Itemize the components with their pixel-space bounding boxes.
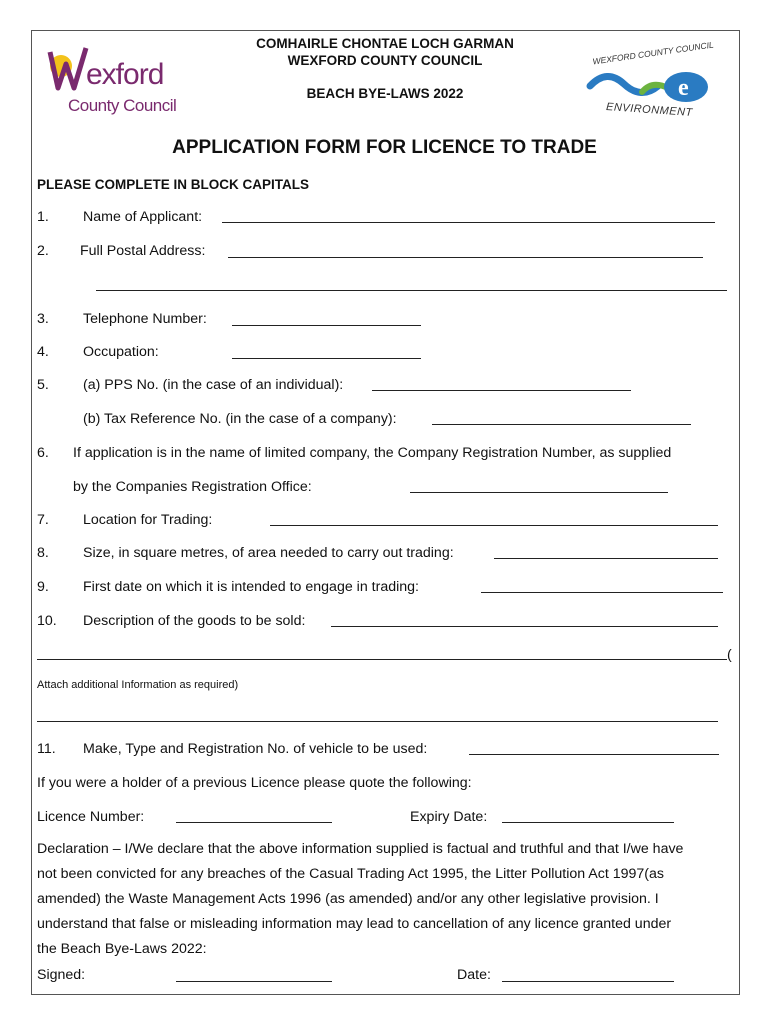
goods-description-label: Description of the goods to be sold: bbox=[83, 613, 306, 629]
goods-description-field[interactable] bbox=[331, 626, 718, 627]
postal-address-field-line2[interactable] bbox=[96, 290, 727, 291]
tax-reference-field[interactable] bbox=[432, 424, 691, 425]
logo-left-line1: exford bbox=[86, 58, 164, 91]
logo-right-top-text: WEXFORD COUNTY COUNCIL bbox=[591, 39, 715, 67]
tax-reference-label: (b) Tax Reference No. (in the case of a company): bbox=[83, 411, 397, 427]
declaration-line: the Beach Bye-Laws 2022: bbox=[37, 941, 207, 957]
applicant-name-field[interactable] bbox=[222, 222, 715, 223]
council-irish-name: COMHAIRLE CHONTAE LOCH GARMAN bbox=[256, 36, 514, 51]
council-english-name: WEXFORD COUNTY COUNCIL bbox=[287, 53, 483, 68]
signature-field[interactable] bbox=[176, 981, 332, 982]
item-number: 6. bbox=[37, 445, 49, 461]
trading-location-label: Location for Trading: bbox=[83, 512, 213, 528]
previous-licence-intro: If you were a holder of a previous Licence please quote the following: bbox=[37, 775, 472, 791]
postal-address-field[interactable] bbox=[228, 257, 703, 258]
signature-date-field[interactable] bbox=[502, 981, 674, 982]
form-title: APPLICATION FORM FOR LICENCE TO TRADE bbox=[172, 137, 597, 158]
attach-information-note: Attach additional Information as required) bbox=[37, 679, 239, 691]
occupation-field[interactable] bbox=[232, 358, 421, 359]
item-number: 8. bbox=[37, 545, 49, 561]
signed-label: Signed: bbox=[37, 967, 86, 983]
trading-area-size-label: Size, in square metres, of area needed to carry out trading: bbox=[83, 545, 454, 561]
pps-number-label: (a) PPS No. (in the case of an individual): bbox=[83, 377, 344, 393]
item-number: 3. bbox=[37, 311, 49, 327]
item-number: 7. bbox=[37, 512, 49, 528]
licence-number-field[interactable] bbox=[176, 822, 332, 823]
item-number: 4. bbox=[37, 344, 49, 360]
first-trading-date-field[interactable] bbox=[481, 592, 723, 593]
item-number: 1. bbox=[37, 209, 49, 225]
telephone-label: Telephone Number: bbox=[83, 311, 207, 327]
wexford-environment-logo bbox=[582, 40, 717, 126]
declaration-line: Declaration – I/We declare that the above information supplied is factual and truthful and that I/we have bbox=[37, 841, 684, 857]
open-parenthesis: ( bbox=[727, 647, 732, 663]
svg-text:e: e bbox=[678, 75, 689, 101]
expiry-date-field[interactable] bbox=[502, 822, 674, 823]
vehicle-details-label: Make, Type and Registration No. of vehicle to be used: bbox=[83, 741, 428, 757]
bye-laws-title: BEACH BYE-LAWS 2022 bbox=[306, 86, 464, 101]
declaration-line: not been convicted for any breaches of the Casual Trading Act 1995, the Litter Pollution Act 1997(as bbox=[37, 866, 665, 882]
goods-description-field-line3[interactable] bbox=[37, 721, 718, 722]
trading-area-size-field[interactable] bbox=[494, 558, 718, 559]
item-number: 10. bbox=[37, 613, 57, 629]
item-number: 2. bbox=[37, 243, 49, 259]
logo-left-line2: County Council bbox=[68, 96, 177, 115]
wexford-county-council-logo bbox=[46, 44, 178, 122]
date-label: Date: bbox=[457, 967, 491, 983]
company-registration-field[interactable] bbox=[410, 492, 668, 493]
declaration-line: understand that false or misleading information may lead to cancellation of any licence granted under bbox=[37, 916, 672, 932]
company-registration-label: If application is in the name of limited company, the Company Registration Number, as supplied bbox=[73, 445, 672, 461]
licence-number-label: Licence Number: bbox=[37, 809, 145, 825]
goods-description-field-line2[interactable] bbox=[37, 659, 727, 660]
telephone-field[interactable] bbox=[232, 325, 421, 326]
trading-location-field[interactable] bbox=[270, 525, 718, 526]
vehicle-details-field[interactable] bbox=[469, 754, 719, 755]
logo-right-bottom-text: ENVIRONMENT bbox=[605, 100, 694, 120]
item-number: 5. bbox=[37, 377, 49, 393]
expiry-date-label: Expiry Date: bbox=[410, 809, 488, 825]
postal-address-label: Full Postal Address: bbox=[80, 243, 206, 259]
item-number: 11. bbox=[37, 741, 56, 757]
occupation-label: Occupation: bbox=[83, 344, 159, 360]
first-trading-date-label: First date on which it is intended to engage in trading: bbox=[83, 579, 419, 595]
pps-number-field[interactable] bbox=[372, 390, 631, 391]
declaration-line: amended) the Waste Management Acts 1996 (as amended) and/or any other legislative provision. I bbox=[37, 891, 659, 907]
block-capitals-instruction: PLEASE COMPLETE IN BLOCK CAPITALS bbox=[37, 177, 310, 192]
applicant-name-label: Name of Applicant: bbox=[83, 209, 203, 225]
companies-office-label: by the Companies Registration Office: bbox=[73, 479, 312, 495]
item-number: 9. bbox=[37, 579, 49, 595]
